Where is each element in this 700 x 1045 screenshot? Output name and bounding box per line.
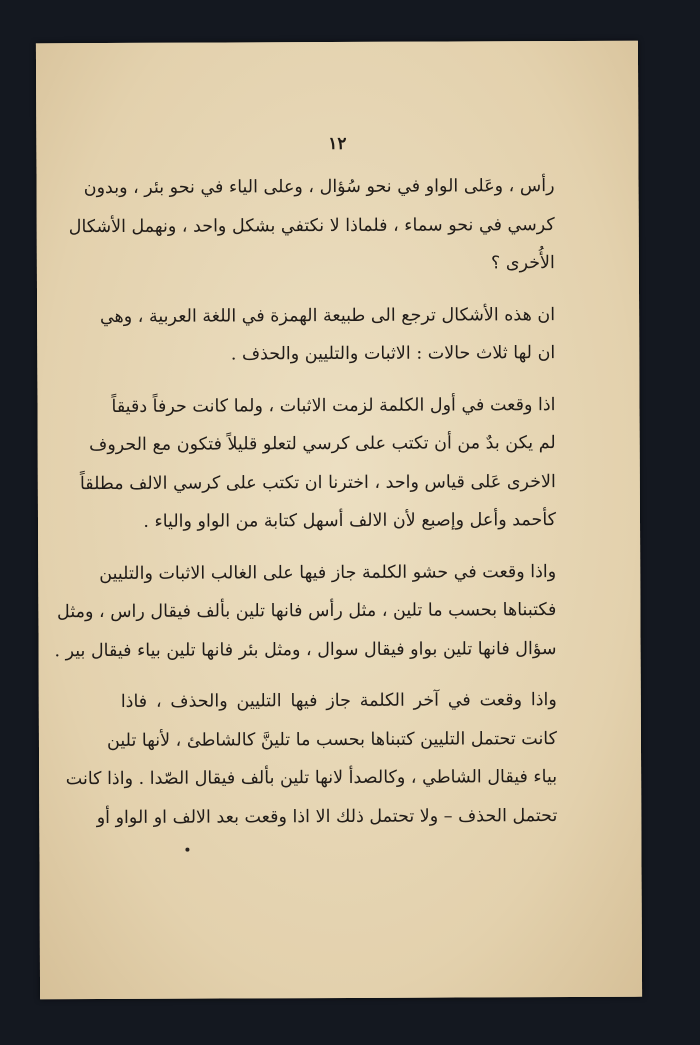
- book-page: [36, 41, 642, 1000]
- text-line: واذا وقعت في آخر الكلمة جاز فيها التليين والحذف ، فاذا: [120, 690, 557, 712]
- text-line: فكتبناها بحسب ما تلين ، مثل رأس فانها تلين بألف فيقال راس ، ومثل: [56, 600, 557, 623]
- page-number: ١٢: [328, 133, 347, 155]
- text-line: رأس ، وعَلى الواو في نحو سُؤال ، وعلى الياء في نحو بئر ، وبدون: [83, 176, 555, 199]
- text-line: تحتمل الحذف – ولا تحتمل ذلك الا اذا وقعت بعد الالف او الواو أو: [96, 805, 558, 828]
- text-line: الأُخرى ؟: [490, 253, 555, 274]
- paragraph: [79, 386, 557, 542]
- paragraph: [65, 681, 558, 837]
- text-line: لم يكن بدٌ من أن تكتب على كرسي لتعلو قليلاً فتكون مع الحروف: [89, 433, 556, 456]
- text-line: اذا وقعت في أول الكلمة لزمت الاثبات ، ولما كانت حرفاً دقيقاً: [111, 394, 556, 417]
- text-line: ان هذه الأشكال ترجع الى طبيعة الهمزة في اللغة العربية ، وهي: [99, 304, 556, 327]
- text-line: الاخرى عَلى قياس واحد ، اخترنا ان تكتب على كرسي الالف مطلقاً: [79, 471, 556, 494]
- paragraph: [54, 553, 557, 670]
- text-line: كرسي في نحو سماء ، فلماذا لا نكتفي بشكل واحد ، ونهمل الأشكال: [68, 214, 555, 237]
- paragraph: [99, 296, 556, 375]
- text-line: سؤال فانها تلين بواو فيقال سوال ، ومثل بئر فانها تلين بياء فيقال بير .: [54, 638, 557, 661]
- page-text: [54, 167, 558, 850]
- text-line: كانت تحتمل التليين كتبناها بحسب ما تلينَّ كالشاطئ ، لأنها تلين: [106, 728, 557, 751]
- ink-dot: [185, 848, 189, 852]
- text-line: ان لها ثلاث حالات : الاثبات والتليين والحذف .: [230, 343, 556, 365]
- paragraph: [68, 167, 555, 284]
- text-line: كأحمد وأعل وإصبع لأن الالف أسهل كتابة من الواو والياء .: [143, 510, 557, 532]
- text-line: واذا وقعت في حشو الكلمة جاز فيها على الغالب الاثبات والتليين: [99, 561, 557, 584]
- text-line: بياء فيقال الشاطي ، وكالصدأ لانها تلين بألف فيقال الصّدا . واذا كانت: [65, 767, 558, 790]
